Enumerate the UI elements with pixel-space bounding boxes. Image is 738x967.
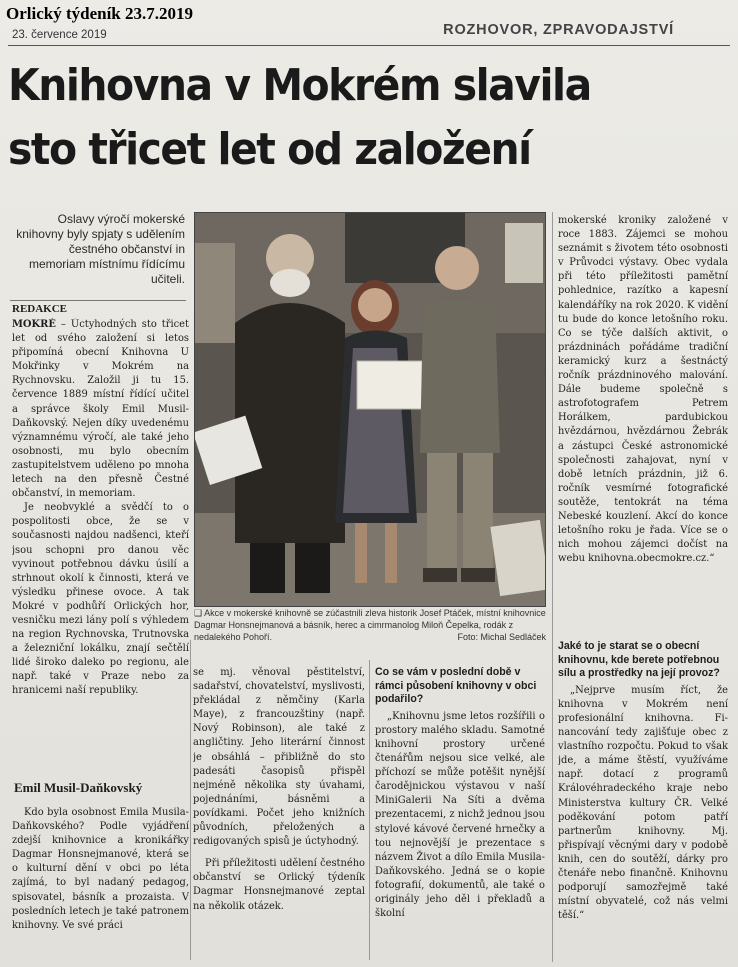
interview-question: Jaké to je starat se o obecní knihovnu, kde berete potřebnou sílu a prostředky na její provoz? — [558, 640, 720, 680]
article-column-4 — [558, 214, 728, 634]
clipping-label: Orlický týdeník 23.7.2019 — [6, 4, 194, 23]
article-column-3 — [375, 666, 545, 962]
photo-credit: Foto: Michal Sedláček — [457, 632, 546, 642]
article-column-1-continued — [12, 806, 189, 956]
header-divider — [8, 45, 730, 46]
section-subhead: Emil Musil-Daňkovský — [14, 780, 143, 795]
column-divider — [552, 212, 553, 962]
article-byline: REDAKCE — [12, 303, 68, 315]
issue-date: 23. července 2019 — [12, 29, 107, 41]
caption-text: Akce v mokerské knihovně se zúčastnili zleva historik Josef Ptáček, místní knihovnice Dagmar Honsnejmanová a básník, herec a cimrmanolog Miloň Čepelka, rodák z nedalekého Pohoří. — [194, 608, 546, 642]
photo-illustration — [195, 213, 545, 606]
article-column-4-continued — [558, 640, 728, 960]
paragraph: Je neobvyklé a svědčí to o pospolitosti obce, že se v současnosti najdou nadšenci, kteří jsou schopni pro danou věc vyvinout potřebnou dávku úsilí a strhnout okolí k činnosti, která ve výsledku přinese ovoce. A tak Mokré v podhůří Orlických hor, vesničku mezi lány polí s výhledem na region Rychnovska, Trutnovska a železniční lokálku, znají sečtělí lidé široko daleko po regionu, ale např. také v Praze nebo za hranicemi naší republiky. — [12, 502, 189, 697]
dateline: MOKRÉ — [12, 319, 56, 330]
byline-divider — [10, 300, 186, 301]
interview-answer: „Knihovnu jsme letos rozšířili o prostory malého skladu. Samotné knihovní prostory určené čtenářům nejsou sice velké, ale příchozí se může potěšit nynější čarodějnickou výstavou v naší MiniGalerii Na Síti a dvěma prezentacemi, z nichž jednou jsou stylové kávové červené hrnečky a tou nejnovější je prezentace s názvem Život a dílo Emila Musila-Daňkovského. Jedná se o kopie fotografií, dokumentů, ale také o originály jeho děl i překladů a školní — [375, 710, 545, 920]
article-standfirst: Oslavy výročí mokerské knihovny byly spjaty s udělením čestného občanství in memoriam místnímu řídícímu učiteli. — [16, 212, 185, 286]
section-label: ROZHOVOR, ZPRAVODAJSTVÍ — [443, 22, 674, 38]
paragraph: Při příležitosti udělení čestného občanství se Orlický týdeník Dagmar Honsnejmanové zeptal na několik otázek. — [193, 858, 365, 912]
paragraph: mokerské kroniky založené v roce 1883. Zájemci se mohou seznámit s životem této osobnosti v Průvodci výstavy. Obec vydala při této příležitosti pamětní pohlednice, razítko a kapesní kalendáříky na rok 2020. K vidění tu bude do konce letošního roku. Co se týče dalších aktivit, o prázdninách pořádáme tradiční keramický kurz a šestnáctý ročník prázdninového malování. Dále budeme společně s astrofotografem Petrem Horálkem, pardubickou hvězdárnou, hvězdárnou Žebrák a zástupci České astronomické společnosti zahajovat, nyní v době letních prázdnin, již 6. ročník vesmírné fotografické soutěže, tentokrát na téma Nebeské kouzlení. Akcí do konce letošního roku je řada. Více se o nich mohou zájemci dočíst na webu knihovna.obecmokre.cz.“ — [558, 215, 728, 565]
article-photo — [194, 212, 546, 607]
article-column-2 — [193, 666, 365, 962]
interview-answer: „Nejprve musím říct, že knihovna v Mokrém není profesionální knihovna. Financování tedy zajišťuje obec z vlastního rozpočtu. Pokud to však jde, a máme štěstí, využíváme např. dotací z programů Královéhradeckého kraje nebo Ministerstva kultury ČR. Velké poděkování potom patří partnerům knihovny. Mj. přispívají věcnými dary v podobě knih, cen do soutěží, dárky pro čtenáře nebo finančně. Knihovnu podporují samozřejmě také místní obyvatelé, což nás velmi těší.“ — [558, 684, 728, 922]
paragraph: Kdo byla osobnost Emila Musila-Daňkovského? Podle vyjádření zdejší knihovnice a kronikářky Dagmar Honsnejmanové, která se o kulturní dění v obci po léta zajímá, to byl nadaný pedagog, spisovatel, básník a prozaista. V posledních letech je také patronem knihovny. Ve své práci — [12, 807, 189, 931]
paragraph: se mj. věnoval pěstitelství, sadařství, chovatelství, myslivosti, překládal z němčiny (Karla Maye), z francouzštiny (např. Nový Robinson), ale také z angličtiny. Jeho literární činnost je obsáhlá – přibližně do sto padesáti časopisů přispěl nejméně několika sty úvahami, pojednáními, básněmi a povídkami. Počet jeho knižních původních, přeložených a redigovaných spisů je úctyhodný. — [193, 667, 365, 848]
caption-bullet: ❑ — [194, 608, 203, 618]
article-column-1 — [12, 318, 189, 780]
lead-text: – Úctyhodných sto třicet let od svého založení si letos připomíná obecní Knihovna U Mokřinky v Mokrém na Rychnovsku. Založil ji tu 15. července 1889 místní řídící učitel a správce školy Emil Musil-Daňkovský. Nejen díky uvedenému významnému výročí, ale také jeho osobnosti, mu bylo obecním zastupitelstvem uděleno po mnoha letech na den přesně Čestné občanství, in memoriam. — [12, 319, 189, 500]
photo-caption — [194, 607, 546, 643]
interview-question: Co se vám v poslední době v rámci působení knihovny v obci podařilo? — [375, 666, 537, 706]
lead-paragraph — [12, 318, 189, 501]
column-divider — [190, 640, 191, 960]
column-divider — [369, 660, 370, 960]
article-headline: Knihovna v Mokrém slavila sto třicet let od založení — [8, 60, 591, 175]
